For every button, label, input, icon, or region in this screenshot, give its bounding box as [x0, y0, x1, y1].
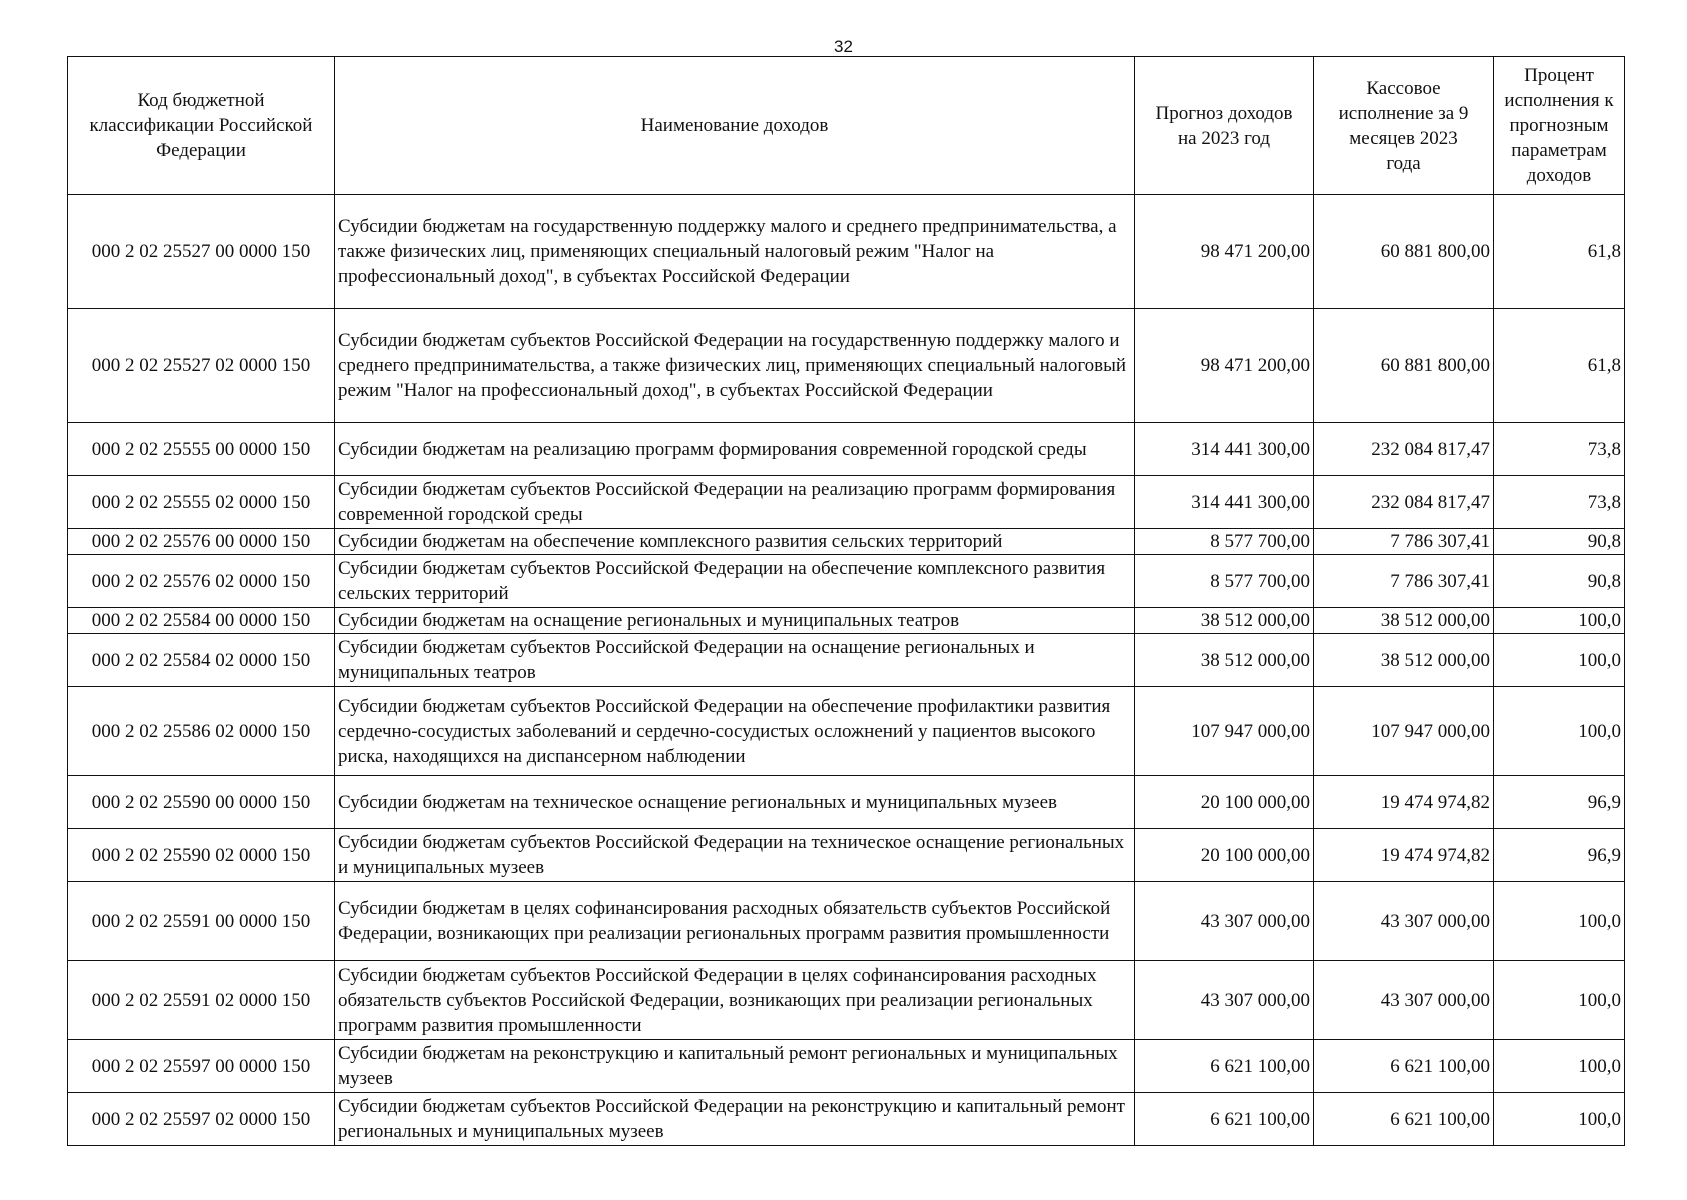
forecast-cell: 314 441 300,00: [1135, 423, 1314, 476]
forecast-cell: 38 512 000,00: [1135, 608, 1314, 634]
name-cell: Субсидии бюджетам субъектов Российской Федерации на оснащение региональных и муниципальных театров: [335, 634, 1135, 687]
table-row: [68, 529, 1625, 555]
header-cash: Кассовое исполнение за 9 месяцев 2023 года: [1314, 57, 1494, 195]
cash-cell: 7 786 307,41: [1314, 555, 1494, 608]
cash-cell: 6 621 100,00: [1314, 1040, 1494, 1093]
cash-cell: 43 307 000,00: [1314, 961, 1494, 1040]
forecast-cell: 98 471 200,00: [1135, 309, 1314, 423]
percent-cell: 73,8: [1494, 476, 1625, 529]
code-cell: 000 2 02 25590 00 0000 150: [68, 776, 335, 829]
cash-cell: 232 084 817,47: [1314, 423, 1494, 476]
percent-cell: 100,0: [1494, 1093, 1625, 1146]
table-header-row: [68, 57, 1625, 195]
code-cell: 000 2 02 25555 00 0000 150: [68, 423, 335, 476]
header-percent: Процент исполнения к прогнозным параметрам доходов: [1494, 57, 1625, 195]
table-row: [68, 608, 1625, 634]
cash-cell: 60 881 800,00: [1314, 309, 1494, 423]
forecast-cell: 314 441 300,00: [1135, 476, 1314, 529]
percent-cell: 100,0: [1494, 961, 1625, 1040]
percent-cell: 100,0: [1494, 882, 1625, 961]
percent-cell: 96,9: [1494, 776, 1625, 829]
cash-cell: 107 947 000,00: [1314, 687, 1494, 776]
cash-cell: 38 512 000,00: [1314, 634, 1494, 687]
name-cell: Субсидии бюджетам субъектов Российской Федерации на обеспечение комплексного развития сельских территорий: [335, 555, 1135, 608]
percent-cell: 73,8: [1494, 423, 1625, 476]
table-row: [68, 687, 1625, 776]
code-cell: 000 2 02 25591 00 0000 150: [68, 882, 335, 961]
percent-cell: 90,8: [1494, 555, 1625, 608]
percent-cell: 61,8: [1494, 195, 1625, 309]
code-cell: 000 2 02 25555 02 0000 150: [68, 476, 335, 529]
table-row: [68, 195, 1625, 309]
code-cell: 000 2 02 25584 02 0000 150: [68, 634, 335, 687]
percent-cell: 90,8: [1494, 529, 1625, 555]
percent-cell: 100,0: [1494, 634, 1625, 687]
forecast-cell: 8 577 700,00: [1135, 555, 1314, 608]
cash-cell: 6 621 100,00: [1314, 1093, 1494, 1146]
code-cell: 000 2 02 25527 02 0000 150: [68, 309, 335, 423]
table-row: [68, 882, 1625, 961]
forecast-cell: 20 100 000,00: [1135, 829, 1314, 882]
cash-cell: 19 474 974,82: [1314, 829, 1494, 882]
code-cell: 000 2 02 25584 00 0000 150: [68, 608, 335, 634]
cash-cell: 7 786 307,41: [1314, 529, 1494, 555]
name-cell: Субсидии бюджетам на оснащение региональных и муниципальных театров: [335, 608, 1135, 634]
header-forecast: Прогноз доходов на 2023 год: [1135, 57, 1314, 195]
name-cell: Субсидии бюджетам субъектов Российской Федерации на государственную поддержку малого и среднего предпринимательства, а также физических лиц, применяющих специальный налоговый режим "Налог на профессиональный доход", в субъектах Российской Федерации: [335, 309, 1135, 423]
table-body: [68, 195, 1625, 1146]
name-cell: Субсидии бюджетам в целях софинансирования расходных обязательств субъектов Российской Федерации, возникающих при реализации региональных программ развития промышленности: [335, 882, 1135, 961]
table-row: [68, 423, 1625, 476]
table-row: [68, 961, 1625, 1040]
table-row: [68, 309, 1625, 423]
revenue-table: [67, 56, 1625, 1146]
cash-cell: 232 084 817,47: [1314, 476, 1494, 529]
table-row: [68, 829, 1625, 882]
table-row: [68, 1040, 1625, 1093]
forecast-cell: 6 621 100,00: [1135, 1093, 1314, 1146]
percent-cell: 96,9: [1494, 829, 1625, 882]
code-cell: 000 2 02 25586 02 0000 150: [68, 687, 335, 776]
name-cell: Субсидии бюджетам субъектов Российской Федерации на реализацию программ формирования современной городской среды: [335, 476, 1135, 529]
percent-cell: 100,0: [1494, 608, 1625, 634]
code-cell: 000 2 02 25576 00 0000 150: [68, 529, 335, 555]
table-row: [68, 476, 1625, 529]
header-code: Код бюджетной классификации Российской Федерации: [68, 57, 335, 195]
cash-cell: 19 474 974,82: [1314, 776, 1494, 829]
code-cell: 000 2 02 25591 02 0000 150: [68, 961, 335, 1040]
forecast-cell: 43 307 000,00: [1135, 882, 1314, 961]
page-number: 32: [834, 37, 853, 56]
forecast-cell: 8 577 700,00: [1135, 529, 1314, 555]
code-cell: 000 2 02 25597 02 0000 150: [68, 1093, 335, 1146]
name-cell: Субсидии бюджетам на реализацию программ формирования современной городской среды: [335, 423, 1135, 476]
percent-cell: 61,8: [1494, 309, 1625, 423]
name-cell: Субсидии бюджетам на реконструкцию и капитальный ремонт региональных и муниципальных музеев: [335, 1040, 1135, 1093]
name-cell: Субсидии бюджетам субъектов Российской Федерации в целях софинансирования расходных обязательств субъектов Российской Федерации, возникающих при реализации региональных программ развития промышленности: [335, 961, 1135, 1040]
cash-cell: 60 881 800,00: [1314, 195, 1494, 309]
cash-cell: 38 512 000,00: [1314, 608, 1494, 634]
forecast-cell: 20 100 000,00: [1135, 776, 1314, 829]
name-cell: Субсидии бюджетам субъектов Российской Федерации на обеспечение профилактики развития сердечно-сосудистых заболеваний и сердечно-сосудистых осложнений у пациентов высокого риска, находящихся на диспансерном наблюдении: [335, 687, 1135, 776]
code-cell: 000 2 02 25590 02 0000 150: [68, 829, 335, 882]
name-cell: Субсидии бюджетам на обеспечение комплексного развития сельских территорий: [335, 529, 1135, 555]
code-cell: 000 2 02 25527 00 0000 150: [68, 195, 335, 309]
name-cell: Субсидии бюджетам субъектов Российской Федерации на техническое оснащение региональных и муниципальных музеев: [335, 829, 1135, 882]
cash-cell: 43 307 000,00: [1314, 882, 1494, 961]
forecast-cell: 43 307 000,00: [1135, 961, 1314, 1040]
forecast-cell: 98 471 200,00: [1135, 195, 1314, 309]
table-row: [68, 1093, 1625, 1146]
percent-cell: 100,0: [1494, 1040, 1625, 1093]
percent-cell: 100,0: [1494, 687, 1625, 776]
name-cell: Субсидии бюджетам на государственную поддержку малого и среднего предпринимательства, а также физических лиц, применяющих специальный налоговый режим "Налог на профессиональный доход", в субъектах Российской Федерации: [335, 195, 1135, 309]
forecast-cell: 38 512 000,00: [1135, 634, 1314, 687]
code-cell: 000 2 02 25597 00 0000 150: [68, 1040, 335, 1093]
code-cell: 000 2 02 25576 02 0000 150: [68, 555, 335, 608]
table-row: [68, 634, 1625, 687]
header-name: Наименование доходов: [335, 57, 1135, 195]
table-row: [68, 555, 1625, 608]
forecast-cell: 107 947 000,00: [1135, 687, 1314, 776]
name-cell: Субсидии бюджетам на техническое оснащение региональных и муниципальных музеев: [335, 776, 1135, 829]
table-row: [68, 776, 1625, 829]
forecast-cell: 6 621 100,00: [1135, 1040, 1314, 1093]
name-cell: Субсидии бюджетам субъектов Российской Федерации на реконструкцию и капитальный ремонт региональных и муниципальных музеев: [335, 1093, 1135, 1146]
